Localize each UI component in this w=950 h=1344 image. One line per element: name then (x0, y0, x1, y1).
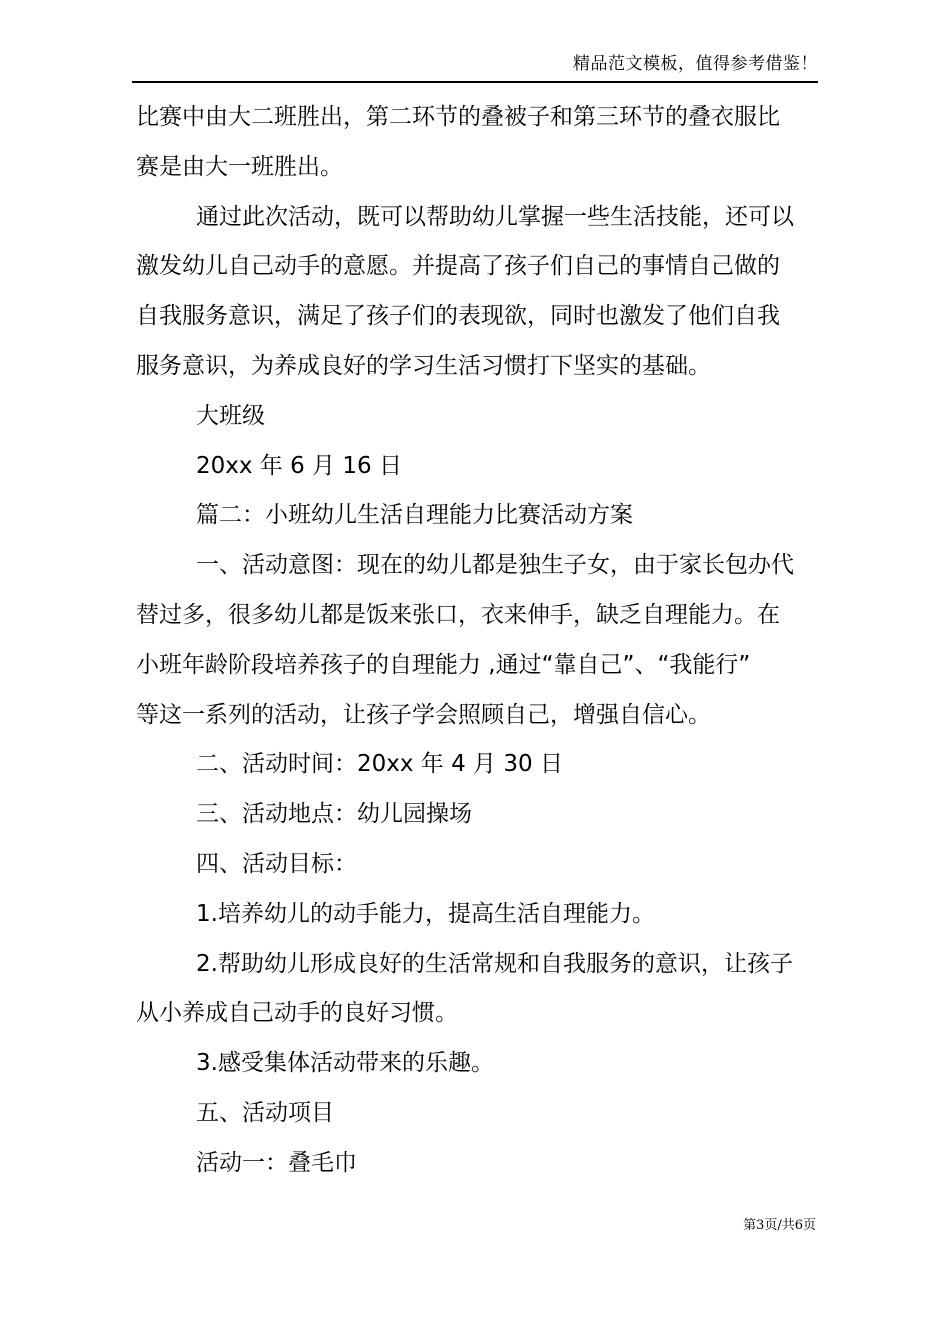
body-line: 3.感受集体活动带来的乐趣。 (196, 1050, 494, 1077)
body-line: 从小养成自己动手的良好习惯。 (136, 1000, 458, 1027)
body-line: 2.帮助幼儿形成良好的生活常规和自我服务的意识，让孩子 (196, 950, 793, 977)
body-line: 20xx 年 6 月 16 日 (196, 452, 402, 479)
body-line: 自我服务意识，满足了孩子们的表现欲，同时也激发了他们自我 (136, 303, 780, 330)
page-number: 第3页/共6页 (743, 1218, 816, 1233)
body-line: 活动一：叠毛巾 (196, 1149, 357, 1176)
section-title: 篇二：小班幼儿生活自理能力比赛活动方案 (196, 502, 633, 529)
body-line: 替过多，很多幼儿都是饭来张口，衣来伸手，缺乏自理能力。在 (136, 601, 780, 628)
body-line: 三、活动地点：幼儿园操场 (196, 801, 472, 828)
body-line: 小班年龄阶段培养孩子的自理能力 ,通过“靠自己”、“我能行” (136, 651, 751, 678)
body-line: 二、活动时间：20xx 年 4 月 30 日 (196, 751, 563, 778)
body-line: 激发幼儿自己动手的意愿。并提高了孩子们自己的事情自己做的 (136, 253, 780, 280)
body-line: 大班级 (196, 402, 265, 429)
body-line: 服务意识，为养成良好的学习生活习惯打下坚实的基础。 (136, 352, 711, 379)
body-line: 1.培养幼儿的动手能力，提高生活自理能力。 (196, 900, 655, 927)
body-line: 通过此次活动，既可以帮助幼儿掌握一些生活技能，还可以 (196, 203, 794, 230)
body-line: 等这一系列的活动，让孩子学会照顾自己，增强自信心。 (136, 701, 711, 728)
body-line: 比赛中由大二班胜出，第二环节的叠被子和第三环节的叠衣服比 (136, 104, 780, 130)
header-divider (132, 81, 818, 83)
body-line: 五、活动项目 (196, 1099, 334, 1126)
body-line: 四、活动目标： (196, 850, 357, 877)
page-header-text: 精品范文模板，值得参考借鉴！ (573, 54, 818, 74)
body-line: 赛是由大一班胜出。 (136, 153, 343, 180)
document-body (136, 93, 820, 1189)
body-line: 一、活动意图：现在的幼儿都是独生子女，由于家长包办代 (196, 552, 794, 579)
